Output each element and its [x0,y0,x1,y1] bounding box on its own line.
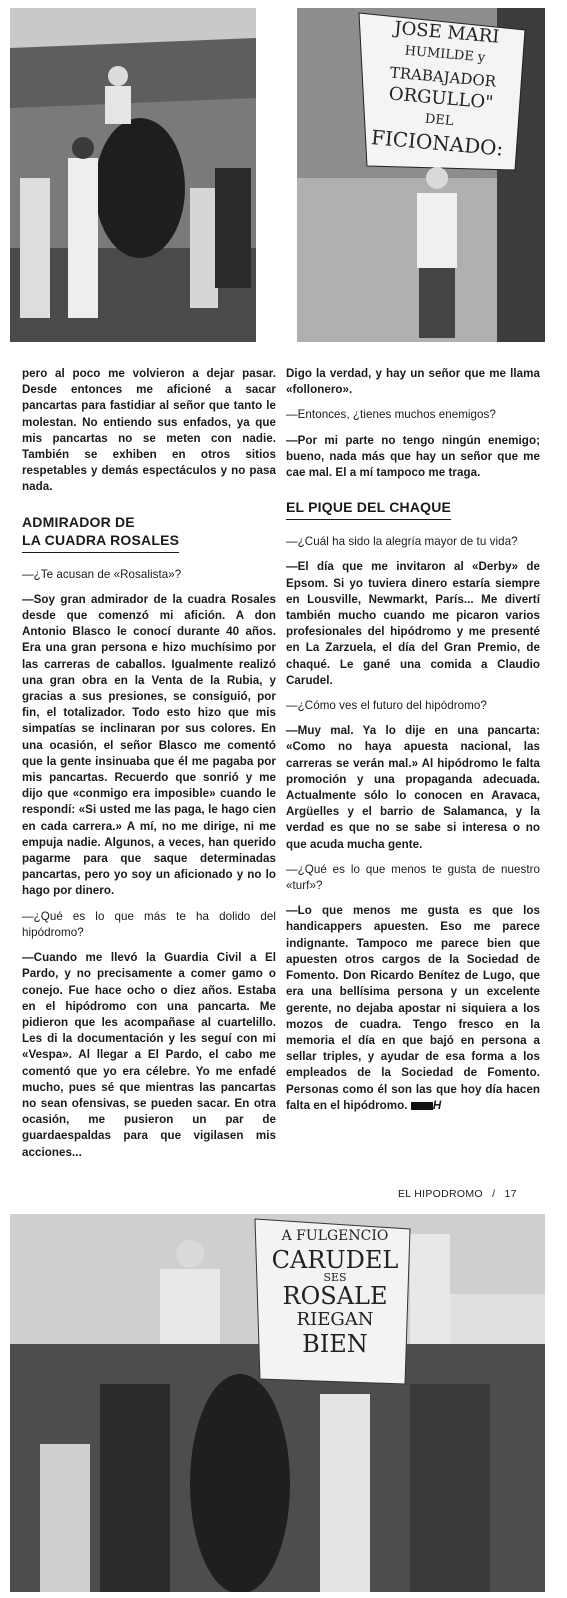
question: —Entonces, ¿tienes muchos enemigos? [286,408,496,422]
banner-line-6: BIEN [302,1330,368,1358]
section-heading-line: LA CUADRA ROSALES [22,531,180,548]
answer: —Soy gran admirador de la cuadra Rosales desde que comenzó mi afición. A don Antonio Blasco le conocí durante 40 años. Era una gran persona e hizo muchísimo por las carreras de caballos. Igualmente realizó una gran obra en la Venta de la Rubia, y gracias a sus presiones, se consiguió, por fin, el totalizador. Todo esto hizo que mis simpatías se inclinaran por sus colores. En una ocasión, el señor Blasco me comentó que la gente insinuaba que él me pagaba por mis pancartas. Recuerdo que sonrió y me dijo que «conmigo era imposible» cuando le respondí: «Si usted me las paga, le hago cien en cada carrera.» A mí, no me dirige, ni me empuja nadie. Algunos, a veces, han querido pagarme para que saque determinadas pancartas, pero yo soy un aficionado y no lo hago por dinero. [22,592,276,898]
end-mark-icon [411,1098,441,1114]
paragraph: Digo la verdad, y hay un señor que me llama «follonero». [286,367,540,397]
answer-text: —Lo que menos me gusta es que los handicappers apuesten. Eso me parece indignante. Tampoco me parece bien que apuesten otros cargos de la Sociedad de Fomento. Don Ricardo Benítez de Lugo, que era una bellísima persona y un excelente gerente, no dejaba apostar ni siquiera a los mozos de cuadra. Tengo fresco en la memoria el día en que bajó en persona a sellar triples, y ayudar de esa forma a los empleados de la Sociedad de Fomento. Personas como él son las que hoy día hacen falta en el hipódromo. [286,904,540,1112]
photo-jockey-on-horse-with-crowd [10,8,256,342]
footer-separator: / [492,1188,496,1200]
sign-line-3: TRABAJADOR [389,63,497,91]
photo-jockey-with-banner-crowd [10,1214,545,1592]
sign-line-4: ORGULLO" [387,83,495,114]
sign-line-5: DEL [424,111,455,130]
end-mark-letter: H [432,1098,442,1112]
section-heading-pique: EL PIQUE DEL CHAQUE [286,498,451,520]
answer [286,903,540,1114]
article-left-column [22,366,276,1170]
banner-line-2: CARUDEL [271,1246,399,1274]
banner-line-4: ROSALE [282,1282,388,1310]
section-heading-admirador [22,513,179,553]
paragraph: pero al poco me volvieron a dejar pasar. Desde entonces me aficioné a sacar pancartas para fastidiar al señor que tanto le molestan. No entiendo sus enfados, ya que mis pancartas no se meten con nadie. También se exhiben en otros sitios respetables y demás espectáculos y no pasa nada. [22,367,276,494]
article-right-column [286,366,540,1123]
question: —¿Cuál ha sido la alegría mayor de tu vida? [286,535,518,549]
photo-man-holding-sign [297,8,545,342]
banner-line-3: SES [323,1271,347,1284]
banner-line-1: A FULGENCIO [281,1228,389,1244]
answer: —El día que me invitaron al «Derby» de Epsom. Si yo tuviera dinero estaría siempre en Lousville, Newmarkt, París... Me divertí también mucho cuando me picaron varios profesionales del hipódromo y me presenté en La Zarzuela, el día del Gran Premio, de chaqué. Le gané una comida a Claudio Carudel. [286,560,540,687]
question: —¿Cómo ves el futuro del hipódromo? [286,699,487,713]
question: —¿Qué es lo que menos te gusta de nuestro «turf»? [286,862,540,893]
sign-line-6: FICIONADO: [370,125,505,161]
question: —¿Te acusan de «Rosalista»? [22,567,182,581]
sign-line-2: HUMILDE y [404,43,486,66]
answer: —Muy mal. Ya lo dije en una pancarta: «Como no haya apuesta nacional, las carreras se verán mal.» Al hipódromo le falta promoción y una propaganda adecuada. Actualmente sólo lo conocen en Aravaca, Argüelles y el barrio de Salamanca, y la verdad es que no se sabe si interesa o no que acuda mucha gente. [286,724,540,851]
question: —¿Qué es lo que más te ha dolido del hipódromo? [22,909,276,939]
page-footer [398,1188,517,1200]
page-number: 17 [504,1188,517,1200]
sign-line-1: JOSE MARI [393,17,501,48]
answer: —Cuando me llevó la Guardia Civil a El Pardo, y no precisamente a comer gamo o conejo. Fue hace ocho o diez años. Estaba en el hipódromo con una pancarta. Me pidieron que les acompañase al cuartelillo. Les di la documentación y les seguí con mi «Vespa». Al llegar a El Pardo, el cabo me comentó que yo era célebre. Yo me enfadé mucho, pues sé que mientras las pancartas no sean ofensivas, se pueden sacar. En otra ocasión, me pusieron un par de guardaespaldas para que vigilasen mis acciones... [22,951,276,1159]
banner-line-5: RIEGAN [296,1309,374,1330]
publication-name: EL HIPODROMO [398,1188,483,1200]
answer: —Por mi parte no tengo ningún enemigo; bueno, nada más que hay un señor que me cae mal. El a mí tampoco me traga. [286,433,540,480]
section-heading-line: ADMIRADOR DE [22,513,135,530]
